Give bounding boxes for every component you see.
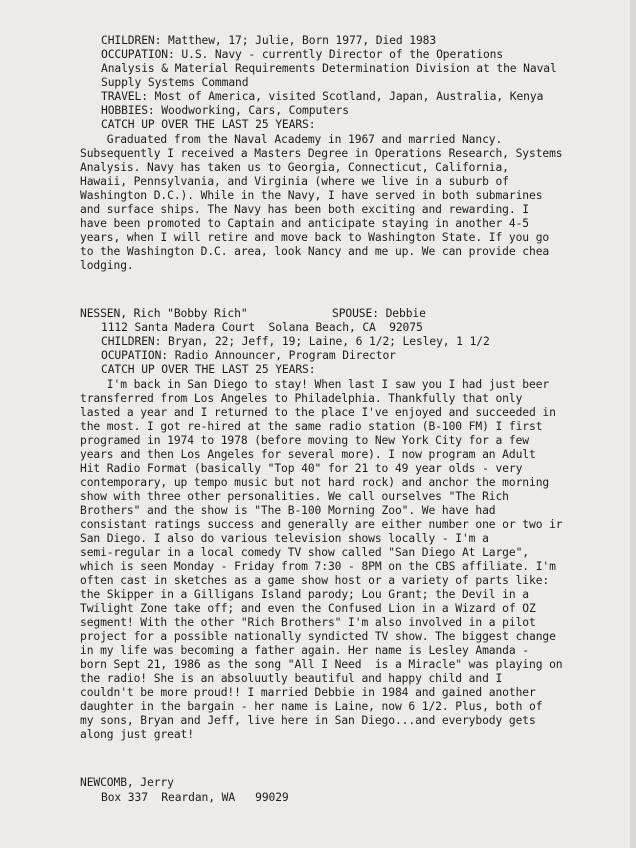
entry2-name: NESSEN, Rich "Bobby Rich" <box>80 307 248 320</box>
entry1-body-line: to the Washington D.C. area, look Nancy and me up. We can provide chea <box>80 245 550 258</box>
entry1-body-line: Graduated from the Naval Academy in 1967 and married Nancy. <box>80 133 503 146</box>
entry2-children: CHILDREN: Bryan, 22; Jeff, 19; Laine, 6 1/2; Lesley, 1 1/2 <box>101 335 490 348</box>
entry2-body-line: semi-regular in a local comedy TV show called "San Diego At Large", <box>80 546 529 559</box>
entry1-body-line: have been promoted to Captain and anticipate staying in another 4-5 <box>80 217 529 230</box>
entry2-body-line: which is seen Monday - Friday from 7:30 - 8PM on the CBS affiliate. I'm <box>80 560 556 573</box>
entry1-travel: TRAVEL: Most of America, visited Scotland, Japan, Australia, Kenya <box>101 90 544 103</box>
entry2-spouse: SPOUSE: Debbie <box>332 307 426 320</box>
entry3-name: NEWCOMB, Jerry <box>80 776 174 789</box>
entry1-body-line: and surface ships. The Navy has been both exciting and rewarding. I <box>80 203 529 216</box>
entry2-occupation: OCUPATION: Radio Announcer, Program Director <box>101 349 396 362</box>
entry2-body-line: segment! With the other "Rich Brothers" I'm also involved in a pilot <box>80 616 536 629</box>
entry1-body-line: Subsequently I received a Masters Degree in Operations Research, Systems <box>80 147 563 160</box>
entry1-body-line: lodging. <box>80 259 134 272</box>
entry2-body-line: consistant ratings success and generally are either number one or two ir <box>80 518 563 531</box>
page-edge <box>630 0 636 848</box>
entry2-body-line: Twilight Zone take off; and even the Confused Lion in a Wizard of OZ <box>80 602 536 615</box>
entry1-children: CHILDREN: Matthew, 17; Julie, Born 1977, Died 1983 <box>101 34 437 47</box>
entry2-body-line: couldn't be more proud!! I married Debbie in 1984 and gained another <box>80 686 536 699</box>
entry1-occupation-cont: Supply Systems Command <box>101 76 249 89</box>
entry2-catchup-heading: CATCH UP OVER THE LAST 25 YEARS: <box>101 363 316 376</box>
entry2-body-line: contemporary, up tempo music but not hard rock) and anchor the morning <box>80 476 550 489</box>
entry3-address: Box 337 Reardan, WA 99029 <box>101 791 289 804</box>
entry2-body-line: project for a possible nationally syndicted TV show. The biggest change <box>80 630 556 643</box>
entry1-occupation-cont: Analysis & Material Requirements Determination Division at the Naval <box>101 62 557 75</box>
entry2-body-line: San Diego. I also do various television shows locally - I'm a <box>80 532 489 545</box>
entry2-body-line: Brothers" and the show is "The B-100 Morning Zoo". We have had <box>80 504 496 517</box>
entry1-occupation: OCCUPATION: U.S. Navy - currently Director of the Operations <box>101 48 504 61</box>
entry2-body-line: often cast in sketches as a game show host or a variety of parts like: <box>80 574 550 587</box>
entry2-body-line: along just great! <box>80 728 194 741</box>
entry2-body-line: the radio! She is an absoluutly beautiful and happy child and I <box>80 672 503 685</box>
entry2-body-line: in my life was becoming a father again. Her name is Lesley Amanda - <box>80 644 529 657</box>
entry2-body-line: the most. I got re-hired at the same radio station (B-100 FM) I first <box>80 420 543 433</box>
entry2-body-line: the Skipper in a Gilligans Island parody; Lou Grant; the Devil in a <box>80 588 529 601</box>
entry2-body-line: my sons, Bryan and Jeff, live here in San Diego...and everybody gets <box>80 714 536 727</box>
entry2-body-line: years and then Los Angeles for several more). I now program an Adult <box>80 448 536 461</box>
entry2-body-line: Hit Radio Format (basically "Top 40" for 21 to 49 year olds - very <box>80 462 523 475</box>
entry2-body-line: show with three other personalities. We call ourselves "The Rich <box>80 490 509 503</box>
entry2-body-line: programed in 1974 to 1978 (before moving to New York City for a few <box>80 434 529 447</box>
entry1-body-line: Hawaii, Pennsylvania, and Virginia (where we live in a suburb of <box>80 175 509 188</box>
entry2-body-line: I'm back in San Diego to stay! When last I saw you I had just beer <box>80 378 550 391</box>
entry2-body-line: daughter in the bargain - her name is Laine, now 6 1/2. Plus, both of <box>80 700 543 713</box>
entry2-body-line: lasted a year and I returned to the place I've enjoyed and succeeded in <box>80 406 556 419</box>
entry1-body-line: Washington D.C.). While in the Navy, I have served in both submarines <box>80 189 543 202</box>
entry2-body-line: transferred from Los Angeles to Philadelphia. Thankfully that only <box>80 392 523 405</box>
entry2-address: 1112 Santa Madera Court Solana Beach, CA 92075 <box>101 321 423 334</box>
entry1-catchup-heading: CATCH UP OVER THE LAST 25 YEARS: <box>101 118 316 131</box>
entry1-hobbies: HOBBIES: Woodworking, Cars, Computers <box>101 104 349 117</box>
entry2-body-line: born Sept 21, 1986 as the song "All I Need is a Miracle" was playing on <box>80 658 563 671</box>
entry1-body-line: years, when I will retire and move back to Washington State. If you go <box>80 231 550 244</box>
entry1-body-line: Analysis. Navy has taken us to Georgia, Connecticut, California, <box>80 161 509 174</box>
